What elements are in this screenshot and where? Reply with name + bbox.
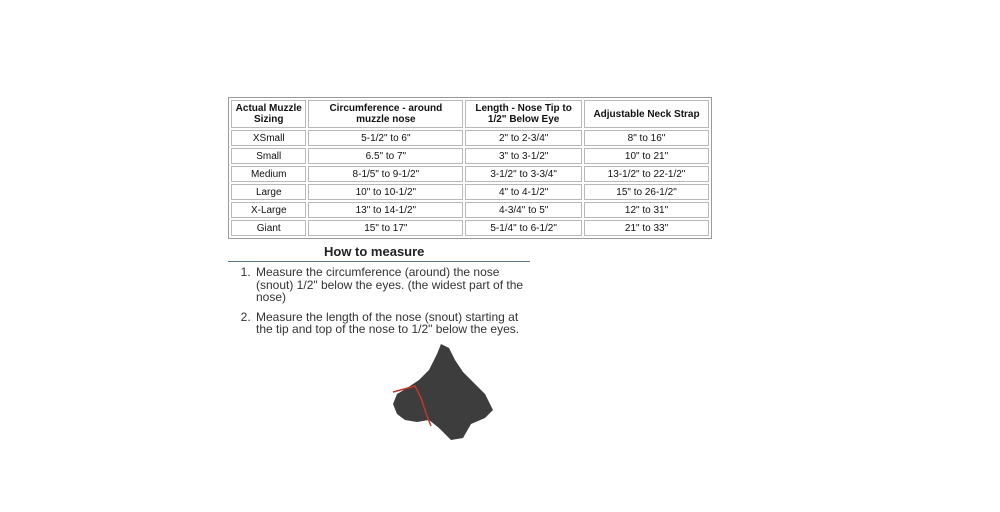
dog-silhouette [393, 344, 493, 440]
circumference-cell: 13" to 14-1/2" [308, 202, 463, 218]
size-cell: Large [231, 184, 306, 200]
dog-head-icon [385, 342, 497, 442]
size-cell: X-Large [231, 202, 306, 218]
circumference-cell: 10" to 10-1/2" [308, 184, 463, 200]
header-muzzle-sizing: Actual Muzzle Sizing [231, 100, 306, 128]
length-cell: 4" to 4-1/2" [465, 184, 582, 200]
size-cell: Small [231, 148, 306, 164]
circumference-cell: 5-1/2" to 6" [308, 130, 463, 146]
table-row [231, 184, 709, 200]
neck-strap-cell: 13-1/2" to 22-1/2" [584, 166, 709, 182]
length-cell: 2" to 2-3/4" [465, 130, 582, 146]
circumference-cell: 15" to 17" [308, 220, 463, 236]
how-to-measure-title: How to measure [228, 243, 530, 262]
length-cell: 3" to 3-1/2" [465, 148, 582, 164]
length-cell: 5-1/4" to 6-1/2" [465, 220, 582, 236]
size-cell: Medium [231, 166, 306, 182]
circumference-cell: 8-1/5" to 9-1/2" [308, 166, 463, 182]
neck-strap-cell: 12" to 31" [584, 202, 709, 218]
neck-strap-cell: 21" to 33" [584, 220, 709, 236]
header-neck-strap: Adjustable Neck Strap [584, 100, 709, 128]
muzzle-size-table [228, 97, 712, 239]
neck-strap-cell: 15" to 26-1/2" [584, 184, 709, 200]
table-row [231, 130, 709, 146]
table-header-row [231, 100, 709, 128]
measure-step: 1. Measure the circumference (around) the nose (snout) 1/2" below the eyes. (the widest part of the nose) [254, 266, 530, 304]
table-row [231, 220, 709, 236]
measure-step: 2. Measure the length of the nose (snout) starting at the tip and top of the nose to 1/2" below the eyes. [254, 311, 530, 336]
measure-steps-list [228, 266, 530, 336]
neck-strap-cell: 8" to 16" [584, 130, 709, 146]
header-length: Length - Nose Tip to 1/2" Below Eye [465, 100, 582, 128]
table-row [231, 166, 709, 182]
how-to-measure-section [228, 243, 530, 343]
header-circumference: Circumference - around muzzle nose [308, 100, 463, 128]
dog-head-illustration [385, 342, 497, 442]
size-cell: Giant [231, 220, 306, 236]
neck-strap-cell: 10" to 21" [584, 148, 709, 164]
size-cell: XSmall [231, 130, 306, 146]
table-row [231, 148, 709, 164]
circumference-cell: 6.5" to 7" [308, 148, 463, 164]
table-row [231, 202, 709, 218]
length-cell: 3-1/2" to 3-3/4" [465, 166, 582, 182]
length-cell: 4-3/4" to 5" [465, 202, 582, 218]
